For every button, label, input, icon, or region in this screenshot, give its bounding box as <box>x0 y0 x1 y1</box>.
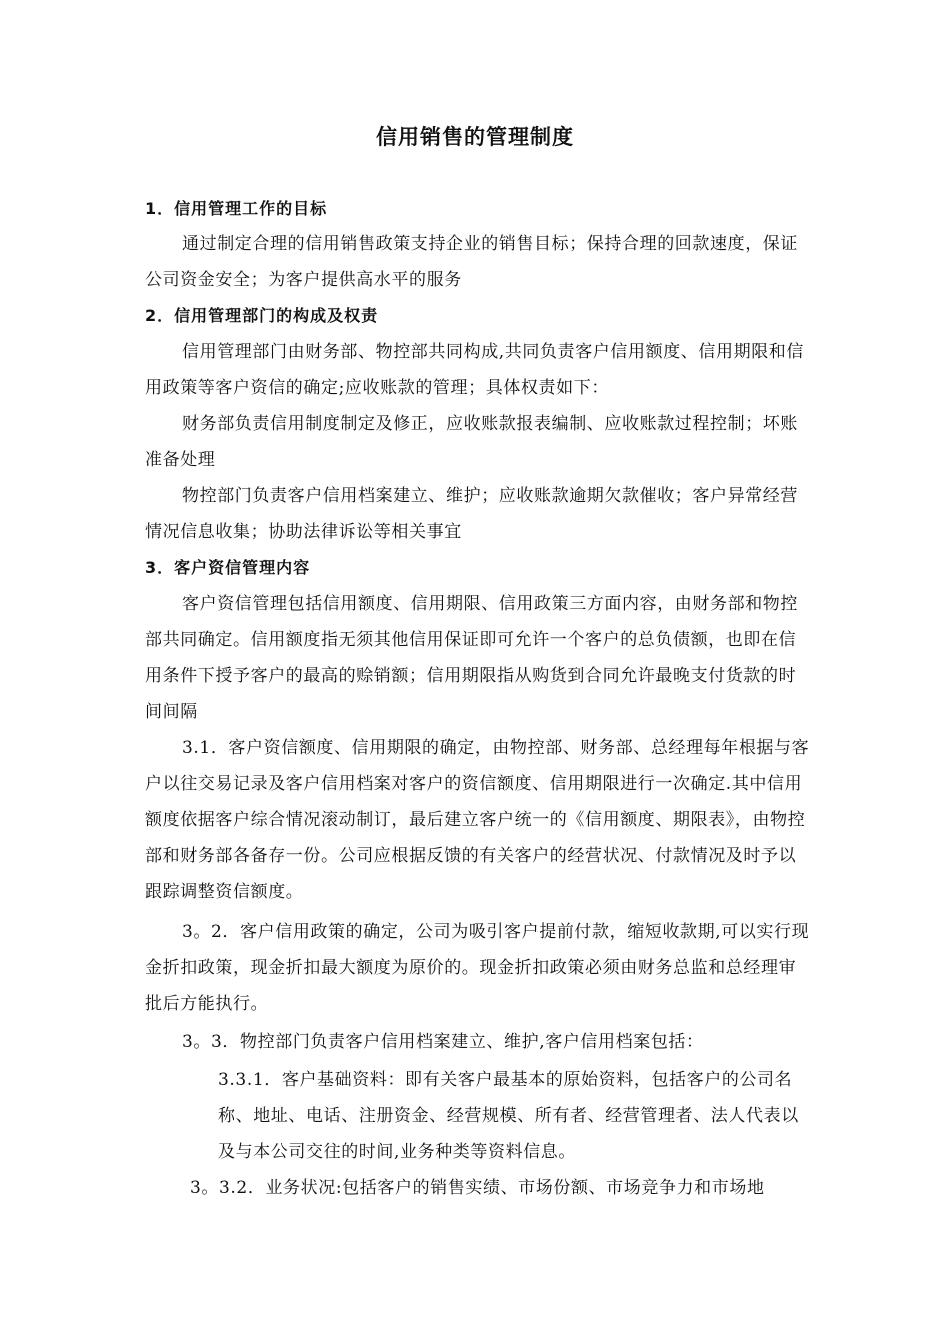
paragraph: 信用管理部门由财务部、物控部共同构成,共同负责客户信用额度、信用期限和信用政策等客户资信的确定;应收账款的管理；具体权责如下： <box>145 342 805 398</box>
paragraph: 3。2．客户信用政策的确定，公司为吸引客户提前付款，缩短收款期,可以实行现金折扣政策，现金折扣最大额度为原价的。现金折扣政策必须由财务总监和总经理审批后方能执行。 <box>145 922 810 1014</box>
section-heading: 3．客户资信管理内容 <box>145 558 311 577</box>
paragraph: 客户资信管理包括信用额度、信用期限、信用政策三方面内容，由财务部和物控部共同确定。信用额度指无须其他信用保证即可允许一个客户的总负债额，也即在信用条件下授予客户的最高的赊销额；信用期限指从购货到合同允许最晚支付货款的时间间隔 <box>145 594 798 722</box>
paragraph: 3。3．物控部门负责客户信用档案建立、维护,客户信用档案包括： <box>182 1032 704 1052</box>
sub-item: 3。3.2．业务状况:包括客户的销售实绩、市场份额、市场竞争力和市场地 <box>190 1178 765 1198</box>
paragraph: 物控部门负责客户信用档案建立、维护；应收账款逾期欠款催收；客户异常经营情况信息收集；协助法律诉讼等相关事宜 <box>145 486 798 542</box>
document-title: 信用销售的管理制度 <box>376 125 574 149</box>
section-heading: 1．信用管理工作的目标 <box>145 199 328 218</box>
paragraph: 通过制定合理的信用销售政策支持企业的销售目标；保持合理的回款速度，保证公司资金安全；为客户提供高水平的服务 <box>145 234 798 290</box>
sub-item: 3.3.1．客户基础资料：即有关客户最基本的原始资料，包括客户的公司名称、地址、电话、注册资金、经营规模、所有者、经营管理者、法人代表以及与本公司交往的时间,业务种类等资料信息。 <box>218 1070 799 1162</box>
paragraph: 财务部负责信用制度制定及修正，应收账款报表编制、应收账款过程控制；坏账准备处理 <box>145 414 798 470</box>
paragraph: 3.1．客户资信额度、信用期限的确定，由物控部、财务部、总经理每年根据与客户以往交易记录及客户信用档案对客户的资信额度、信用期限进行一次确定.其中信用额度依据客户综合情况滚动制订，最后建立客户统一的《信用额度、期限表》，由物控部和财务部各备存一份。公司应根据反馈的有关客户的经营状况、付款情况及时予以跟踪调整资信额度。 <box>145 738 810 902</box>
section-heading: 2．信用管理部门的构成及权责 <box>145 306 379 325</box>
